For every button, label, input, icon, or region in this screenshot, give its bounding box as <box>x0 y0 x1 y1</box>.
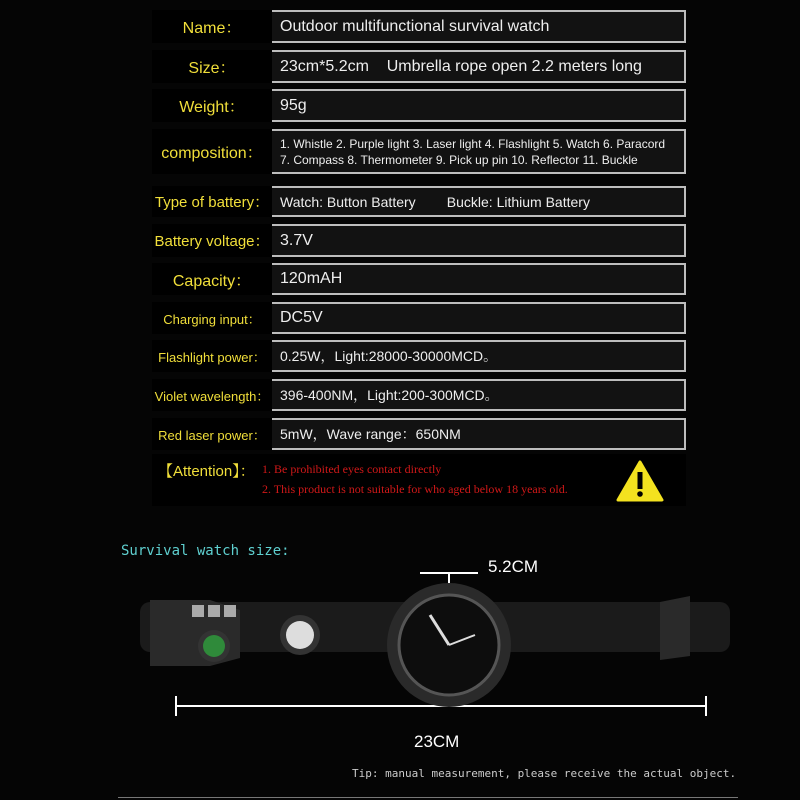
bottom-divider <box>118 797 738 798</box>
spec-value: 95g <box>272 89 686 122</box>
composition-line: 1. Whistle 2. Purple light 3. Laser light 4. Flashlight 5. Watch 6. Paracord <box>280 136 666 151</box>
spec-label: Weight： <box>152 89 272 122</box>
spec-label: composition： <box>152 129 272 174</box>
spec-label: Battery voltage： <box>152 224 272 257</box>
composition-line: 7. Compass 8. Thermometer 9. Pick up pin 10. Reflector 11. Buckle <box>280 152 638 167</box>
attention-heading: 【Attention】： <box>158 463 255 480</box>
attention-line: 1. Be prohibited eyes contact directly <box>262 462 442 476</box>
spec-value: Watch: Button Battery Buckle: Lithium Battery <box>272 186 686 217</box>
spec-value: 396-400NM，Light:200-300MCD。 <box>272 379 686 411</box>
watch-dimension-diagram <box>0 560 800 760</box>
spec-label: Name： <box>152 10 272 43</box>
spec-row-laser <box>152 418 686 450</box>
spec-row-size <box>152 50 686 83</box>
spec-row-flashlight <box>152 340 686 372</box>
width-label: 5.2CM <box>488 557 539 576</box>
spec-value: 23cm*5.2cm Umbrella rope open 2.2 meters long <box>272 50 686 83</box>
spec-label: Type of battery： <box>152 186 272 217</box>
size-section-title: Survival watch size: <box>121 543 290 559</box>
spec-label: Red laser power： <box>152 418 272 450</box>
spec-row-battery-type <box>152 186 686 217</box>
warning-icon <box>616 460 664 502</box>
spec-row-composition <box>152 129 686 174</box>
spec-row-charging <box>152 302 686 334</box>
spec-row-voltage <box>152 224 686 257</box>
measurement-tip: Tip: manual measurement, please receive the actual object. <box>352 767 737 780</box>
spec-label: Size： <box>152 50 272 83</box>
spec-row-capacity <box>152 263 686 295</box>
attention-line: 2. This product is not suitable for who aged below 18 years old. <box>262 482 568 496</box>
spec-value: Outdoor multifunctional survival watch <box>272 10 686 43</box>
spec-row-name <box>152 10 686 43</box>
spec-value: 0.25W，Light:28000-30000MCD。 <box>272 340 686 372</box>
spec-label: Flashlight power： <box>152 340 272 372</box>
spec-label: Capacity： <box>152 263 272 295</box>
spec-value: DC5V <box>272 302 686 334</box>
watch-image <box>140 583 730 707</box>
spec-row-violet <box>152 379 686 411</box>
spec-value: 5mW，Wave range：650NM <box>272 418 686 450</box>
spec-label: Charging input： <box>152 302 272 334</box>
spec-label: Violet wavelength： <box>152 379 272 411</box>
spec-value: 120mAH <box>272 263 686 295</box>
length-label: 23CM <box>414 732 460 751</box>
spec-row-weight <box>152 89 686 122</box>
attention-box <box>152 454 686 506</box>
spec-value: 3.7V <box>272 224 686 257</box>
